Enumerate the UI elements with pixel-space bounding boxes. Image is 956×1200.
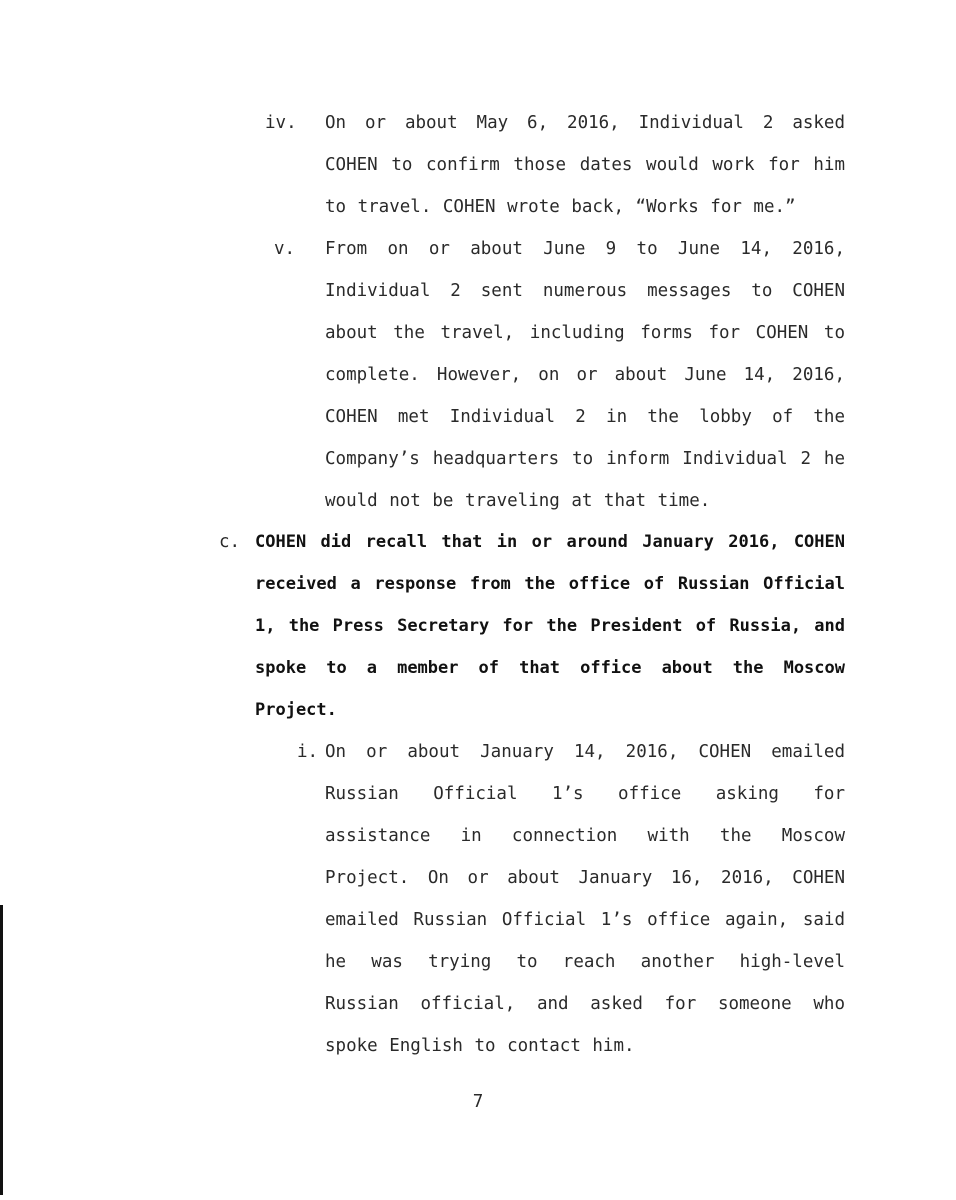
paragraph-marker: c.: [219, 532, 241, 552]
item-text: From on or about June 9 to June 14, 2016, Individual 2 sent numerous messages to COHEN about the travel, including forms for COHEN to complete. However, on or about June 14, 2016, COHEN met Individual 2 in the lobby of the Company’s headquarters to inform Individual 2 he would not be traveling at that time.: [325, 239, 845, 511]
scan-edge-line: [0, 905, 3, 1195]
item-marker: v.: [274, 239, 296, 259]
item-marker: iv.: [265, 113, 297, 133]
page-number: 7: [472, 1092, 484, 1112]
item-marker: i.: [297, 742, 319, 762]
item-text: On or about May 6, 2016, Individual 2 asked COHEN to confirm those dates would work for him to travel. COHEN wrote back, “Works for me.”: [325, 113, 845, 217]
paragraph-text: COHEN did recall that in or around January 2016, COHEN received a response from the office of Russian Official 1, the Press Secretary for the President of Russia, and spoke to a member of that office about the Moscow Project.: [255, 532, 845, 720]
item-text: On or about January 14, 2016, COHEN emailed Russian Official 1’s office asking for assistance in connection with the Moscow Project. On or about January 16, 2016, COHEN emailed Russian Official 1’s office again, said he was trying to reach another high-level Russian official, and asked for someone who spoke English to contact him.: [325, 742, 845, 1056]
